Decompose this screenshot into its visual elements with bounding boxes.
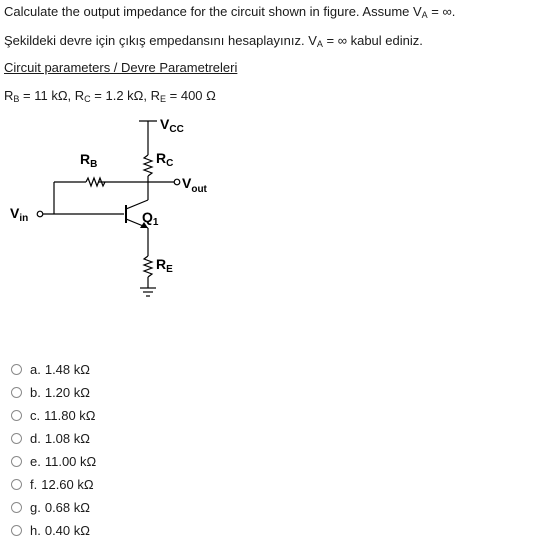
option-a[interactable]: a. 1.48 kΩ xyxy=(11,361,90,377)
option-f[interactable]: f. 12.60 kΩ xyxy=(11,476,94,492)
option-g[interactable]: g. 0.68 kΩ xyxy=(11,499,90,515)
re-label: $R_E$ xyxy=(156,256,173,275)
option-d[interactable]: d. 1.08 kΩ xyxy=(11,430,90,446)
option-h[interactable]: h. 0.40 kΩ xyxy=(11,522,90,538)
option-c[interactable]: c. 11.80 kΩ xyxy=(11,407,96,423)
radio-button[interactable] xyxy=(11,433,22,444)
radio-button[interactable] xyxy=(11,502,22,513)
vcc-label: $V_{CC}$ xyxy=(160,116,184,135)
param-re: $R_E = 400$ Ω xyxy=(150,88,216,104)
rb-label: $R_B$ xyxy=(80,151,98,170)
option-e[interactable]: e. 11.00 kΩ xyxy=(11,453,96,469)
radio-button[interactable] xyxy=(11,364,22,375)
params-heading: Circuit parameters / Devre Parametreleri xyxy=(4,60,238,75)
q1-label: $Q_1$ xyxy=(142,209,159,228)
vout-label: $V_{out}$ xyxy=(182,175,207,195)
radio-button[interactable] xyxy=(11,410,22,421)
question-text-en: Calculate the output impedance for the circuit shown in figure. Assume $V_A$ = ∞. xyxy=(4,4,456,20)
option-b[interactable]: b. 1.20 kΩ xyxy=(11,384,90,400)
param-rc: $R_C = 1.2$ kΩ, xyxy=(74,88,151,104)
radio-button[interactable] xyxy=(11,479,22,490)
question-text-tr: Şekildeki devre için çıkış empedansını hesaplayınız. $V_A$ = ∞ kabul ediniz. xyxy=(4,33,423,49)
vin-label: $V_{in}$ xyxy=(10,205,29,224)
radio-button[interactable] xyxy=(11,387,22,398)
radio-button[interactable] xyxy=(11,456,22,467)
radio-button[interactable] xyxy=(11,525,22,536)
rc-label: $R_C$ xyxy=(156,150,174,169)
param-rb: $R_B = 11$ kΩ, xyxy=(4,88,75,104)
